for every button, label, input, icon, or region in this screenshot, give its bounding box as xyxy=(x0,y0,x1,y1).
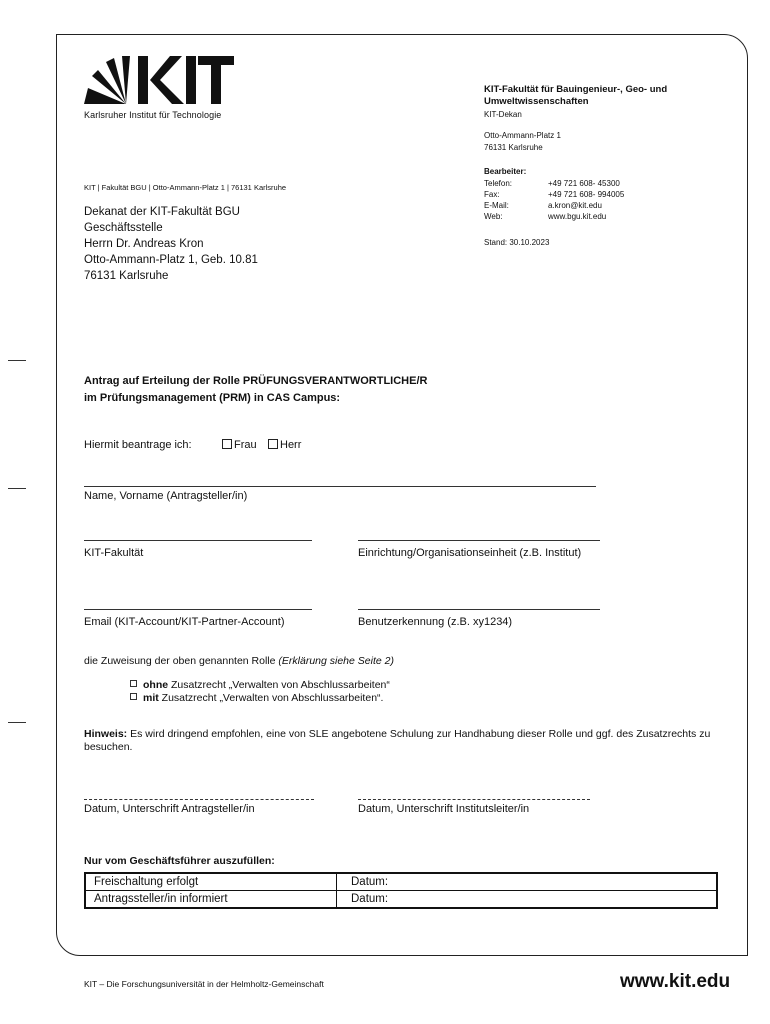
faculty-title: KIT-Fakultät für Bauingenieur-, Geo- und Umweltwissenschaften xyxy=(484,84,668,107)
table-row xyxy=(85,873,717,891)
hint-text: Hinweis: Es wird dringend empfohlen, eine von SLE angebotene Schulung zur Handhabung dieser Rolle und ggf. des Zusatzrechts zu besuchen. xyxy=(84,728,711,753)
assignment-text: die Zuweisung der oben genannten Rolle (Erklärung siehe Seite 2) xyxy=(84,655,394,667)
faculty-field-label: KIT-Fakultät xyxy=(84,547,144,559)
stand-date: Stand: 30.10.2023 xyxy=(484,238,550,247)
checkbox-icon[interactable] xyxy=(222,439,232,449)
header-city: 76131 Karlsruhe xyxy=(484,143,543,152)
checkbox-icon[interactable] xyxy=(130,680,137,687)
option-mit[interactable]: mit Zusatzrecht „Verwalten von Abschlussarbeiten“. xyxy=(130,692,383,704)
admin-row-date[interactable]: Datum: xyxy=(337,891,718,909)
unit-field-label: Einrichtung/Organisationseinheit (z.B. Institut) xyxy=(358,547,582,559)
fold-mark xyxy=(8,488,26,489)
admin-table xyxy=(84,872,718,909)
checkbox-icon[interactable] xyxy=(268,439,278,449)
footer-text: KIT – Die Forschungsuniversität in der Helmholtz-Gemeinschaft xyxy=(84,979,324,989)
fold-mark xyxy=(8,360,26,361)
request-text: Hiermit beantrage ich: xyxy=(84,439,192,451)
email-field-label: Email (KIT-Account/KIT-Partner-Account) xyxy=(84,616,285,628)
contact-row-web: Web: www.bgu.kit.edu xyxy=(484,212,607,221)
admin-row-label: Antragssteller/in informiert xyxy=(85,891,337,909)
userid-input-line[interactable] xyxy=(358,609,600,610)
name-input-line[interactable] xyxy=(84,486,596,487)
subject: Antrag auf Erteilung der Rolle PRÜFUNGSVERANTWORTLICHE/R im Prüfungsmanagement (PRM) in CAS Campus: xyxy=(84,375,428,404)
option-herr[interactable]: Herr xyxy=(268,439,301,451)
recipient-address: Dekanat der KIT-Fakultät BGU Geschäftsstelle Herrn Dr. Andreas Kron Otto-Ammann-Platz 1, Geb. 10.81 76131 Karlsruhe xyxy=(84,206,258,282)
userid-field-label: Benutzerkennung (z.B. xy1234) xyxy=(358,616,513,628)
head-signature-label: Datum, Unterschrift Institutsleiter/in xyxy=(358,803,530,815)
contact-row-fax: Fax: +49 721 608- 994005 xyxy=(484,190,625,199)
unit-input-line[interactable] xyxy=(358,540,600,541)
contact-row-email: E-Mail: a.kron@kit.edu xyxy=(484,201,602,210)
sender-line: KIT | Fakultät BGU | Otto-Ammann-Platz 1 | 76131 Karlsruhe xyxy=(84,183,287,192)
checkbox-icon[interactable] xyxy=(130,693,137,700)
header-street: Otto-Ammann-Platz 1 xyxy=(484,131,561,140)
kit-logo-icon xyxy=(84,54,234,106)
dean-label: KIT-Dekan xyxy=(484,110,522,119)
admin-row-label: Freischaltung erfolgt xyxy=(85,873,337,891)
email-input-line[interactable] xyxy=(84,609,312,610)
head-signature-line[interactable] xyxy=(358,799,590,800)
table-row xyxy=(85,891,717,909)
faculty-input-line[interactable] xyxy=(84,540,312,541)
option-ohne[interactable]: ohne Zusatzrecht „Verwalten von Abschlussarbeiten“ xyxy=(130,679,390,691)
name-field-label: Name, Vorname (Antragsteller/in) xyxy=(84,490,248,502)
fold-mark xyxy=(8,722,26,723)
bearbeiter-label: Bearbeiter: xyxy=(484,167,527,176)
option-frau[interactable]: Frau xyxy=(222,439,257,451)
applicant-signature-label: Datum, Unterschrift Antragsteller/in xyxy=(84,803,255,815)
contact-row-phone: Telefon: +49 721 608- 45300 xyxy=(484,179,620,188)
logo-tagline: Karlsruher Institut für Technologie xyxy=(84,110,222,120)
admin-row-date[interactable]: Datum: xyxy=(351,876,389,888)
contact-list xyxy=(484,178,624,222)
admin-title: Nur vom Geschäftsführer auszufüllen: xyxy=(84,855,275,867)
footer-url[interactable]: www.kit.edu xyxy=(620,971,731,992)
applicant-signature-line[interactable] xyxy=(84,799,314,800)
